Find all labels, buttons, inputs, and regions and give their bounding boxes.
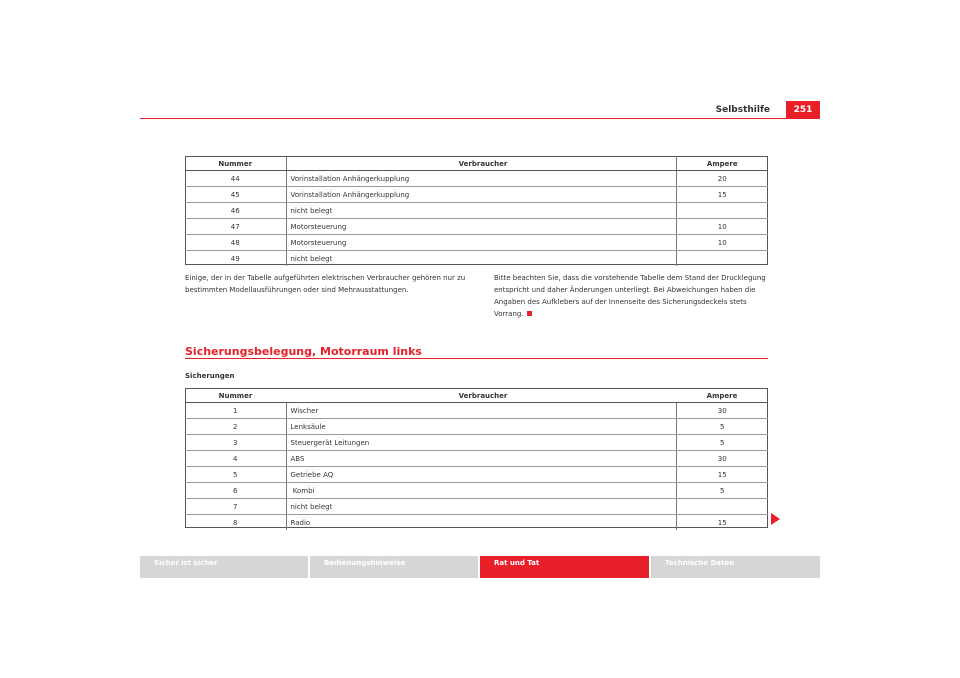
cell-number: 6 (185, 483, 286, 499)
note-left-text: Einige, der in der Tabelle aufgeführten elektrischen Verbraucher gehören nur zu bestimmten Modellausführungen oder sind Mehrausstattungen. (185, 274, 466, 294)
note-paragraph-right (494, 272, 769, 320)
column-header-number: Nummer (185, 157, 286, 171)
cell-number: 2 (185, 419, 286, 435)
table-row (185, 251, 768, 267)
table-row (185, 483, 768, 499)
footer-tab-label: Rat und Tat (494, 559, 540, 567)
cell-consumer: Kombi (286, 483, 676, 499)
end-of-section-marker-icon (527, 311, 532, 316)
page-number-badge: 251 (786, 101, 820, 119)
footer-tab-rat-und-tat[interactable] (480, 556, 649, 578)
cell-consumer: Motorsteuerung (286, 219, 676, 235)
fuse-table-2 (185, 389, 768, 530)
cell-consumer: nicht belegt (286, 203, 676, 219)
page-header-title: Selbsthilfe (715, 105, 770, 115)
cell-consumer: nicht belegt (286, 251, 676, 267)
table-row (185, 467, 768, 483)
table-header-row (185, 157, 768, 171)
table-row (185, 515, 768, 531)
fuse-table-1 (185, 157, 768, 266)
cell-consumer: Lenksäule (286, 419, 676, 435)
table-row (185, 203, 768, 219)
cell-number: 1 (185, 403, 286, 419)
column-header-consumer: Verbraucher (286, 389, 676, 403)
cell-number: 7 (185, 499, 286, 515)
footer-tab-technische-daten[interactable] (651, 556, 820, 578)
table-row (185, 235, 768, 251)
cell-number: 8 (185, 515, 286, 531)
cell-ampere: 5 (676, 483, 768, 499)
cell-consumer: Getriebe AQ (286, 467, 676, 483)
footer-tab-label: Sicher ist sicher (154, 559, 218, 567)
cell-ampere: 10 (676, 235, 768, 251)
cell-ampere (676, 203, 768, 219)
cell-consumer: Wischer (286, 403, 676, 419)
table-row (185, 187, 768, 203)
cell-consumer: Steuergerät Leitungen (286, 435, 676, 451)
table-row (185, 435, 768, 451)
cell-number: 45 (185, 187, 286, 203)
note-paragraph-left (185, 272, 475, 296)
section-heading: Sicherungsbelegung, Motorraum links (185, 345, 422, 358)
cell-ampere (676, 499, 768, 515)
next-page-arrow-icon[interactable] (771, 513, 780, 525)
table-row (185, 403, 768, 419)
header-rule (140, 118, 820, 119)
footer-tab-label: Bedienungshinweise (324, 559, 406, 567)
table-row (185, 419, 768, 435)
cell-consumer: nicht belegt (286, 499, 676, 515)
cell-consumer: Vorinstallation Anhängerkupplung (286, 187, 676, 203)
cell-ampere: 5 (676, 419, 768, 435)
cell-consumer: Motorsteuerung (286, 235, 676, 251)
footer-tab-label: Technische Daten (665, 559, 735, 567)
cell-number: 48 (185, 235, 286, 251)
table-row (185, 499, 768, 515)
note-right-text: Bitte beachten Sie, dass die vorstehende Tabelle dem Stand der Drucklegung entspricht und daher Änderungen unterliegt. Bei Abweichungen haben die Angaben des Aufklebers auf der Innenseite des Sicherungsdeckels stets Vorrang. (494, 274, 766, 318)
table-header-row (185, 389, 768, 403)
subsection-heading: Sicherungen (185, 372, 235, 380)
cell-ampere: 15 (676, 187, 768, 203)
cell-ampere: 30 (676, 403, 768, 419)
column-header-ampere: Ampere (676, 389, 768, 403)
cell-number: 47 (185, 219, 286, 235)
column-header-ampere: Ampere (676, 157, 768, 171)
cell-consumer: Vorinstallation Anhängerkupplung (286, 171, 676, 187)
table-row (185, 219, 768, 235)
cell-number: 4 (185, 451, 286, 467)
cell-ampere: 20 (676, 171, 768, 187)
cell-ampere: 15 (676, 467, 768, 483)
cell-number: 46 (185, 203, 286, 219)
cell-ampere (676, 251, 768, 267)
table-row (185, 451, 768, 467)
cell-consumer: Radio (286, 515, 676, 531)
footer-tab-bedienungshinweise[interactable] (310, 556, 478, 578)
column-header-consumer: Verbraucher (286, 157, 676, 171)
cell-number: 44 (185, 171, 286, 187)
cell-ampere: 15 (717, 518, 727, 527)
table-row (185, 171, 768, 187)
cell-number: 5 (185, 467, 286, 483)
cell-ampere: 30 (676, 451, 768, 467)
cell-ampere: 5 (676, 435, 768, 451)
cell-number: 3 (185, 435, 286, 451)
footer-tab-sicher-ist-sicher[interactable] (140, 556, 308, 578)
column-header-number: Nummer (185, 389, 286, 403)
cell-number: 49 (185, 251, 286, 267)
cell-ampere: 10 (676, 219, 768, 235)
section-heading-rule (185, 358, 768, 359)
cell-consumer: ABS (286, 451, 676, 467)
